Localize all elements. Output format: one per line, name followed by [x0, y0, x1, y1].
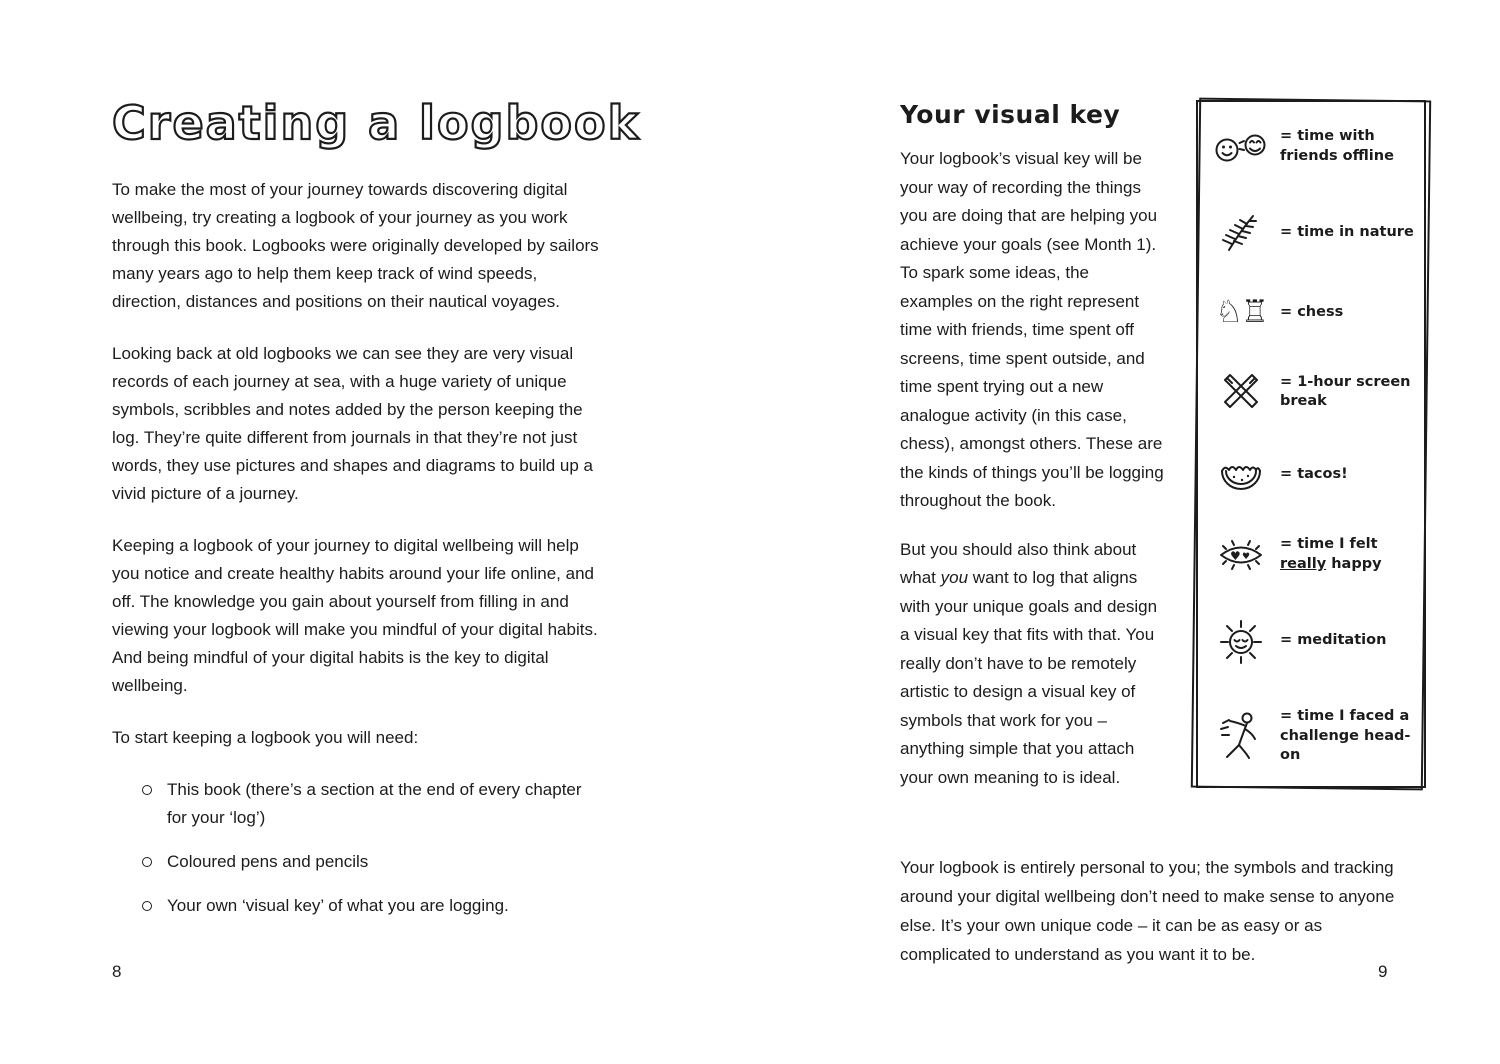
visual-key-item: [1210, 535, 1414, 574]
list-item: [112, 848, 606, 876]
list-item-text: This book (there’s a section at the end of every chapter for your ‘log’): [167, 780, 582, 827]
underlined-word: really: [1280, 555, 1327, 572]
body-paragraph: To start keeping a logbook you will need:: [112, 728, 419, 747]
list-item-text: Coloured pens and pencils: [167, 852, 369, 871]
visual-key-label: = time with friends offline: [1280, 128, 1394, 164]
bullet-list: [112, 776, 606, 920]
visual-key-label: = 1-hour screen break: [1280, 373, 1411, 410]
visual-key-box: [1196, 100, 1426, 788]
crossed-pencils-icon: [1210, 370, 1272, 414]
visual-key-item: [1210, 617, 1414, 665]
bullet-icon: [142, 785, 152, 795]
taco-icon: [1210, 457, 1272, 493]
visual-key-label: = time in nature: [1280, 223, 1414, 240]
challenge-figure-icon: [1210, 711, 1272, 763]
visual-key-item: [1210, 370, 1414, 414]
visual-key-item: [1210, 707, 1414, 766]
visual-key-label: = time I felt really happy: [1280, 536, 1382, 572]
visual-key-label: = tacos!: [1280, 466, 1348, 483]
bullet-icon: [142, 901, 152, 911]
right-page-column: [900, 100, 1164, 812]
emphasized-word: you: [940, 568, 969, 587]
body-paragraph: Looking back at old logbooks we can see they are very visual records of each journey at sea, with a huge variety of unique symbols, scribbles and notes added by the person keeping the log. They’re quite different from journals in that they’re not just words, they use pictures and shapes and diagrams to build up a vivid picture of a journey.: [112, 344, 594, 503]
list-item-text: Your own ‘visual key’ of what you are logging.: [167, 896, 509, 915]
visual-key-label: = time I faced a challenge head-on: [1280, 708, 1411, 764]
svg-text:♥: ♥: [1230, 548, 1241, 563]
closing-paragraph: Your logbook is entirely personal to you; the symbols and tracking around your digital wellbeing don’t need to make sense to anyone else. It’s your own unique code – it can be as easy or as complicated to understand as you want it to be.: [900, 858, 1395, 964]
visual-key-item: [1210, 293, 1414, 330]
list-item: [112, 776, 606, 832]
svg-text:♥: ♥: [1242, 551, 1251, 562]
meditation-sun-icon: [1210, 617, 1272, 665]
eye-hearts-icon: [1210, 537, 1272, 573]
visual-key-item: [1210, 210, 1414, 254]
bullet-icon: [142, 857, 152, 867]
paragraph-text: want to log that aligns with your unique goals and design a visual key that fits with that. You really don’t have to be remotely artistic to design a visual key of symbols that work for you – anything simple that you attach your own meaning to is ideal.: [900, 568, 1158, 787]
friends-faces-icon: [1210, 126, 1272, 168]
page-number-right: 9: [1378, 962, 1388, 981]
visual-key-item: [1210, 126, 1414, 168]
chess-pieces-icon: ♘♖: [1215, 293, 1267, 330]
visual-key-item: [1210, 457, 1414, 493]
page-title: Creating a logbook: [112, 96, 641, 150]
page-number-left: 8: [112, 962, 122, 981]
body-paragraph: Keeping a logbook of your journey to digital wellbeing will help you notice and create healthy habits around your life online, and off. The knowledge you gain about yourself from filling in and viewing your logbook will make you mindful of your digital habits. And being mindful of your digital habits is the key to digital wellbeing.: [112, 536, 598, 695]
paragraph-text: But you should also think about what: [900, 539, 1137, 587]
list-item: [112, 892, 606, 920]
visual-key-label: = chess: [1280, 303, 1344, 320]
left-page: [112, 96, 641, 936]
fern-leaf-icon: [1210, 210, 1272, 254]
body-paragraph: Your logbook’s visual key will be your way of recording the things you are doing that are helping you achieve your goals (see Month 1). To spark some ideas, the examples on the right represent time with friends, time spent off screens, time spent outside, and time spent trying out a new analogue activity (in this case, chess), amongst others. These are the kinds of things you’ll be logging throughout the book.: [900, 149, 1164, 510]
body-paragraph: [900, 536, 1164, 793]
visual-key-label: = meditation: [1280, 632, 1387, 649]
body-paragraph: To make the most of your journey towards discovering digital wellbeing, try creating a logbook of your journey as you work through this book. Logbooks were originally developed by sailors many years ago to help them keep track of wind speeds, direction, distances and positions on their nautical voyages.: [112, 180, 599, 311]
section-heading: Your visual key: [900, 100, 1121, 129]
